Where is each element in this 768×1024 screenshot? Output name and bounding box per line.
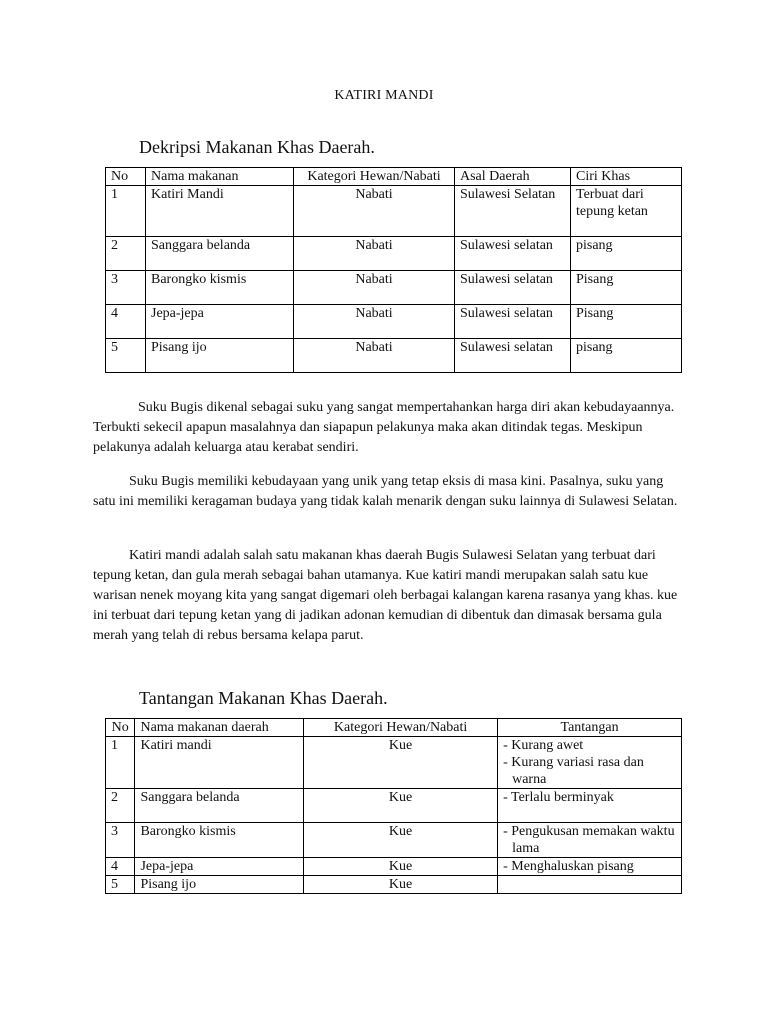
table-row (106, 305, 682, 339)
cell-no: 5 (106, 339, 146, 373)
cell-name: Barongko kismis (146, 271, 294, 305)
header-cell: Kategori Hewan/Nabati (294, 168, 455, 186)
cell-name: Pisang ijo (135, 876, 304, 894)
cell-name: Katiri mandi (135, 737, 304, 789)
cell-no: 5 (106, 876, 135, 894)
cell-kategori: Kue (304, 789, 498, 823)
cell-name: Sanggara belanda (146, 237, 294, 271)
table-header-row (106, 719, 682, 737)
section-heading-tantangan: Tantangan Makanan Khas Daerah. (139, 688, 388, 708)
cell-no: 1 (106, 737, 135, 789)
cell-kategori: Kue (304, 737, 498, 789)
tantangan-table (105, 718, 682, 894)
cell-no: 4 (106, 858, 135, 876)
header-cell: No (106, 168, 146, 186)
cell-asal: Sulawesi Selatan (455, 186, 571, 237)
cell-kategori: Kue (304, 876, 498, 894)
paragraph: Katiri mandi adalah salah satu makanan khas daerah Bugis Sulawesi Selatan yang terbuat dari tepung ketan, dan gula merah sebagai bahan utamanya. Kue katiri mandi merupakan salah satu kue warisan nenek moyang kita yang sangat digemari oleh berbagai kalangan karena rasanya yang khas. kue ini terbuat dari tepung ketan yang di jadikan adonan kemudian di dibentuk dan dimasak bersama gula merah yang telah di rebus bersama kelapa parut. (93, 548, 678, 643)
cell-tantangan (498, 876, 682, 894)
header-cell: Asal Daerah (455, 168, 571, 186)
cell-ciri: Pisang (571, 305, 682, 339)
table-row (106, 737, 682, 789)
cell-no: 2 (106, 237, 146, 271)
cell-name: Jepa-jepa (146, 305, 294, 339)
cell-asal: Sulawesi selatan (455, 305, 571, 339)
table-row (106, 789, 682, 823)
cell-tantangan (498, 789, 682, 823)
cell-asal: Sulawesi selatan (455, 339, 571, 373)
cell-tantangan (498, 737, 682, 789)
cell-ciri: Pisang (571, 271, 682, 305)
cell-asal: Sulawesi selatan (455, 237, 571, 271)
table-row (106, 339, 682, 373)
header-cell: Nama makanan daerah (135, 719, 304, 737)
cell-kategori: Kue (304, 823, 498, 858)
cell-kategori: Nabati (294, 237, 455, 271)
table-header-row (106, 168, 682, 186)
cell-name: Pisang ijo (146, 339, 294, 373)
table-row (106, 823, 682, 858)
table-row (106, 876, 682, 894)
header-cell: Ciri Khas (571, 168, 682, 186)
table-row (106, 237, 682, 271)
cell-no: 3 (106, 823, 135, 858)
cell-kategori: Nabati (294, 305, 455, 339)
cell-kategori: Nabati (294, 339, 455, 373)
cell-no: 3 (106, 271, 146, 305)
tantangan-item: - Kurang awet (503, 738, 584, 753)
tantangan-item: - Terlalu berminyak (503, 790, 614, 805)
cell-asal: Sulawesi selatan (455, 271, 571, 305)
paragraph: Suku Bugis dikenal sebagai suku yang sangat mempertahankan harga diri akan kebudayaannya. Terbukti sekecil apapun masalahnya dan siapapun pelakunya maka akan ditindak tegas. Meskipun pelakunya adalah keluarga atau kerabat sendiri. (93, 400, 675, 455)
cell-name: Barongko kismis (135, 823, 304, 858)
cell-no: 2 (106, 789, 135, 823)
table-row (106, 858, 682, 876)
tantangan-item: - Menghaluskan pisang (503, 859, 634, 874)
tantangan-item: - Kurang variasi rasa dan warna (503, 755, 644, 787)
cell-name: Katiri Mandi (146, 186, 294, 237)
cell-no: 1 (106, 186, 146, 237)
header-cell: Kategori Hewan/Nabati (304, 719, 498, 737)
header-cell: Nama makanan (146, 168, 294, 186)
deskripsi-table (105, 167, 682, 373)
cell-ciri: pisang (571, 339, 682, 373)
cell-ciri: Terbuat dari tepung ketan (571, 186, 682, 237)
cell-kategori: Nabati (294, 271, 455, 305)
table-row (106, 271, 682, 305)
header-cell: Tantangan (498, 719, 682, 737)
cell-name: Jepa-jepa (135, 858, 304, 876)
table-row (106, 186, 682, 237)
cell-ciri: pisang (571, 237, 682, 271)
page-title: KATIRI MANDI (334, 88, 434, 103)
paragraph: Suku Bugis memiliki kebudayaan yang unik yang tetap eksis di masa kini. Pasalnya, suku yang satu ini memiliki keragaman budaya yang tidak kalah menarik dengan suku lainnya di Sulawesi Selatan. (93, 474, 678, 509)
tantangan-item: - Pengukusan memakan waktu lama (503, 824, 675, 856)
cell-kategori: Nabati (294, 186, 455, 237)
header-cell: No (106, 719, 135, 737)
cell-name: Sanggara belanda (135, 789, 304, 823)
cell-no: 4 (106, 305, 146, 339)
cell-tantangan (498, 858, 682, 876)
section-heading-deskripsi: Dekripsi Makanan Khas Daerah. (139, 137, 375, 157)
cell-tantangan (498, 823, 682, 858)
cell-kategori: Kue (304, 858, 498, 876)
